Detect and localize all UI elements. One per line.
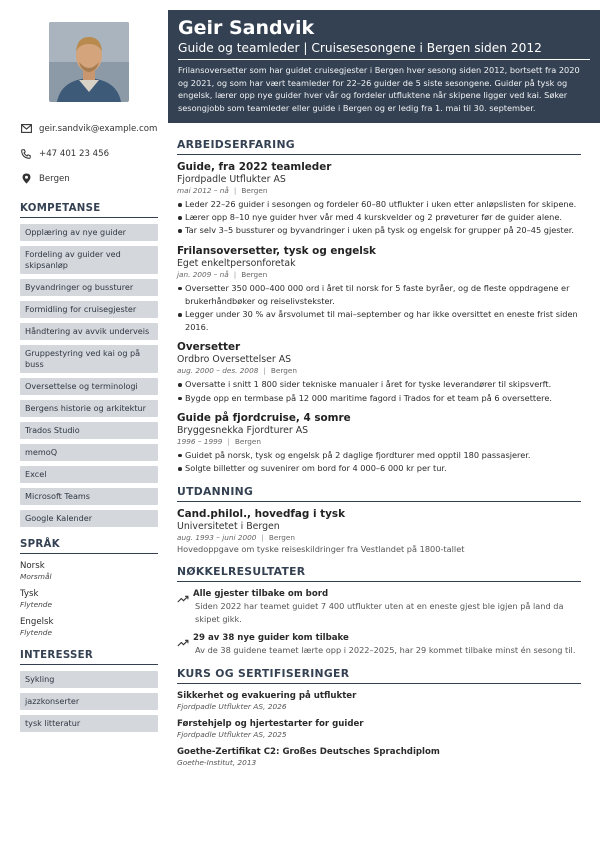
result-body bbox=[193, 632, 575, 657]
courses-heading: KURS OG SERTIFISERINGER bbox=[177, 667, 581, 684]
job-entry bbox=[177, 412, 581, 475]
job-title: Oversetter bbox=[177, 341, 241, 354]
job-location: Bergen bbox=[234, 436, 262, 446]
header-banner bbox=[168, 10, 600, 123]
languages-list bbox=[20, 560, 158, 638]
competence-chip: Microsoft Teams bbox=[20, 488, 158, 505]
job-entry bbox=[177, 245, 581, 335]
course-title: Førstehjelp og hjertestarter for guider bbox=[177, 718, 364, 729]
language-item bbox=[20, 588, 158, 610]
job-bullets bbox=[177, 282, 581, 335]
course-item bbox=[177, 718, 581, 740]
language-level: Morsmål bbox=[20, 572, 52, 581]
job-title: Frilansoversetter, tysk og engelsk bbox=[177, 244, 376, 257]
job-period: 1996 – 1999 bbox=[177, 436, 223, 446]
contact-location bbox=[20, 166, 158, 191]
job-org: Ordbro Oversettelser AS bbox=[177, 354, 292, 366]
interest-chip: tysk litteratur bbox=[20, 715, 158, 732]
contact-phone bbox=[20, 141, 158, 166]
job-bullet: Tar selv 3–5 bussturer og byvandringer i uken på tysk og engelsk for grupper på 20–45 gjester. bbox=[177, 224, 581, 237]
trend-up-icon bbox=[177, 589, 189, 601]
results-heading: NØKKELRESULTATER bbox=[177, 565, 581, 582]
language-item bbox=[20, 560, 158, 582]
result-desc: Av de 38 guidene teamet lærte opp i 2022–2025, har 29 kommet tilbake minst én sesong til. bbox=[195, 645, 576, 656]
languages-heading: SPRÅK bbox=[20, 539, 158, 554]
phone-icon bbox=[20, 148, 32, 160]
person-title: Guide og teamleder | Cruisesesongene i Bergen siden 2012 bbox=[178, 40, 590, 60]
job-location: Bergen bbox=[270, 366, 297, 376]
language-name: Norsk bbox=[20, 561, 45, 571]
course-issuer: Fjordpadle Utflukter AS, 2026 bbox=[177, 701, 287, 711]
education-meta bbox=[177, 533, 581, 543]
job-period: aug. 2000 – des. 2008 bbox=[177, 366, 259, 376]
job-org: Eget enkeltpersonforetak bbox=[177, 257, 296, 269]
course-title: Sikkerhet og evakuering på utflukter bbox=[177, 690, 357, 701]
competence-heading: KOMPETANSE bbox=[20, 203, 158, 218]
education-title: Cand.philol., hovedfag i tysk bbox=[177, 508, 345, 521]
job-meta bbox=[177, 437, 581, 447]
email-text[interactable]: geir.sandvik@example.com bbox=[39, 123, 158, 134]
competence-chip: Google Kalender bbox=[20, 510, 158, 527]
competence-chip: Opplæring av nye guider bbox=[20, 224, 158, 241]
competence-chip: Oversettelse og terminologi bbox=[20, 378, 158, 395]
language-level: Flytende bbox=[20, 628, 53, 637]
education-org: Universitetet i Bergen bbox=[177, 521, 280, 533]
person-summary: Frilansoversetter som har guidet cruisegjester i Bergen hver sesong siden 2012, bortsett fra 2020 og 2021, og som har vært teamleder for 22–26 guider de 5 siste sesongene. Guider på tysk og engelsk, lærer opp nye guider hver vår og fordeler utfluktene når skipene ligger ved kai. Søker sesongjobb som teamleder eller guide i Bergen og er ledig fra 1. mai til 30. september. bbox=[178, 65, 580, 113]
competence-chip: Excel bbox=[20, 466, 158, 483]
language-level: Flytende bbox=[20, 600, 53, 609]
job-org: Fjordpadle Utflukter AS bbox=[177, 174, 286, 185]
education-location: Bergen bbox=[268, 533, 296, 543]
meta-separator: | bbox=[263, 366, 266, 376]
job-bullet: Legger under 30 % av årsvolumet til mai–september og har ikke oversittet en eneste frist siden 2016. bbox=[177, 308, 581, 334]
job-bullet: Solgte billetter og suvenirer om bord for 4 000–6 000 kr per tur. bbox=[177, 462, 581, 475]
phone-text: +47 401 23 456 bbox=[39, 148, 110, 159]
competence-chip: Håndtering av avvik underveis bbox=[20, 323, 158, 340]
education-heading: UTDANNING bbox=[177, 485, 581, 502]
meta-separator: | bbox=[261, 533, 264, 543]
job-bullet: Leder 22–26 guider i sesongen og fordeler 60–80 utflukter i uken etter anløpslisten for skipene. bbox=[177, 198, 581, 211]
competence-chip: Byvandringer og bussturer bbox=[20, 279, 158, 296]
result-body bbox=[193, 588, 581, 625]
course-title: Goethe-Zertifikat C2: Großes Deutsches Sprachdiplom bbox=[177, 746, 440, 757]
interest-chip: jazzkonserter bbox=[20, 693, 158, 710]
contact-list bbox=[20, 116, 158, 191]
job-entry bbox=[177, 341, 581, 404]
job-location: Bergen bbox=[241, 186, 268, 195]
competence-chip: Formidling for cruisegjester bbox=[20, 301, 158, 318]
envelope-icon bbox=[20, 123, 32, 135]
contact-email bbox=[20, 116, 158, 141]
trend-up-icon bbox=[177, 633, 189, 645]
course-issuer: Goethe-Institut, 2013 bbox=[177, 757, 257, 767]
job-org: Bryggesnekka Fjordturer AS bbox=[177, 424, 309, 436]
job-bullet: Oversatte i snitt 1 800 sider tekniske manualer i året for tyske leverandører til skipsverft. bbox=[177, 378, 581, 391]
competence-chip: Trados Studio bbox=[20, 422, 158, 439]
course-issuer: Fjordpadle Utflukter AS, 2025 bbox=[177, 729, 287, 739]
experience-heading: ARBEIDSERFARING bbox=[177, 138, 581, 155]
job-meta bbox=[177, 186, 581, 196]
education-period: aug. 1993 – juni 2000 bbox=[177, 533, 257, 543]
language-name: Tysk bbox=[20, 589, 39, 599]
job-location: Bergen bbox=[241, 269, 268, 279]
sidebar bbox=[20, 22, 158, 737]
result-item bbox=[177, 632, 581, 657]
competence-list bbox=[20, 224, 158, 527]
main-content bbox=[177, 138, 581, 774]
job-bullets bbox=[177, 449, 581, 475]
job-title: Guide, fra 2022 teamleder bbox=[177, 161, 332, 173]
competence-chip: memoQ bbox=[20, 444, 158, 461]
language-name: Engelsk bbox=[20, 617, 54, 627]
job-meta bbox=[177, 366, 581, 376]
education-entry bbox=[177, 508, 581, 555]
interests-list bbox=[20, 671, 158, 732]
job-bullet: Oversetter 350 000–400 000 ord i året til norsk for 5 faste byråer, og de fleste oppdragene er brukerhåndbøker og reiselivstekster. bbox=[177, 282, 581, 308]
job-bullets bbox=[177, 378, 581, 404]
job-bullet: Bygde opp en termbase på 12 000 maritime fagord i Trados for et team på 6 oversettere. bbox=[177, 392, 581, 405]
job-period: mai 2012 – nå bbox=[177, 186, 229, 195]
competence-chip: Bergens historie og arkitektur bbox=[20, 400, 158, 417]
job-period: jan. 2009 – nå bbox=[177, 269, 229, 279]
competence-chip: Gruppestyring ved kai og på buss bbox=[20, 345, 158, 373]
job-title: Guide på fjordcruise, 4 somre bbox=[177, 411, 351, 424]
language-item bbox=[20, 616, 158, 638]
meta-separator: | bbox=[233, 186, 237, 195]
location-text: Bergen bbox=[39, 173, 70, 184]
job-entry bbox=[177, 161, 581, 238]
job-meta bbox=[177, 270, 581, 280]
course-item bbox=[177, 690, 581, 712]
job-bullets bbox=[177, 198, 581, 238]
interest-chip: Sykling bbox=[20, 671, 158, 688]
person-name: Geir Sandvik bbox=[178, 17, 315, 39]
course-item bbox=[177, 746, 581, 768]
interests-heading: INTERESSER bbox=[20, 650, 158, 665]
competence-chip: Fordeling av guider ved skipsanløp bbox=[20, 246, 158, 274]
education-note: Hovedoppgave om tyske reiseskildringer fra Vestlandet på 1800-tallet bbox=[177, 544, 465, 555]
result-desc: Siden 2022 har teamet guidet 7 400 utflukter uten at en eneste gjest ble igjen på land da skipet gikk. bbox=[195, 601, 564, 624]
result-title: Alle gjester tilbake om bord bbox=[193, 589, 329, 600]
result-title: 29 av 38 nye guider kom tilbake bbox=[193, 633, 349, 644]
profile-photo bbox=[49, 22, 129, 102]
meta-separator: | bbox=[233, 269, 237, 279]
result-item bbox=[177, 588, 581, 625]
job-bullet: Lærer opp 8–10 nye guider hver vår med 4 kurskvelder og 2 prøveturer før de guider alene. bbox=[177, 211, 581, 224]
meta-separator: | bbox=[227, 436, 230, 446]
map-pin-icon bbox=[20, 173, 32, 185]
job-bullet: Guidet på norsk, tysk og engelsk på 2 daglige fjordturer med opptil 180 passasjerer. bbox=[177, 449, 581, 462]
